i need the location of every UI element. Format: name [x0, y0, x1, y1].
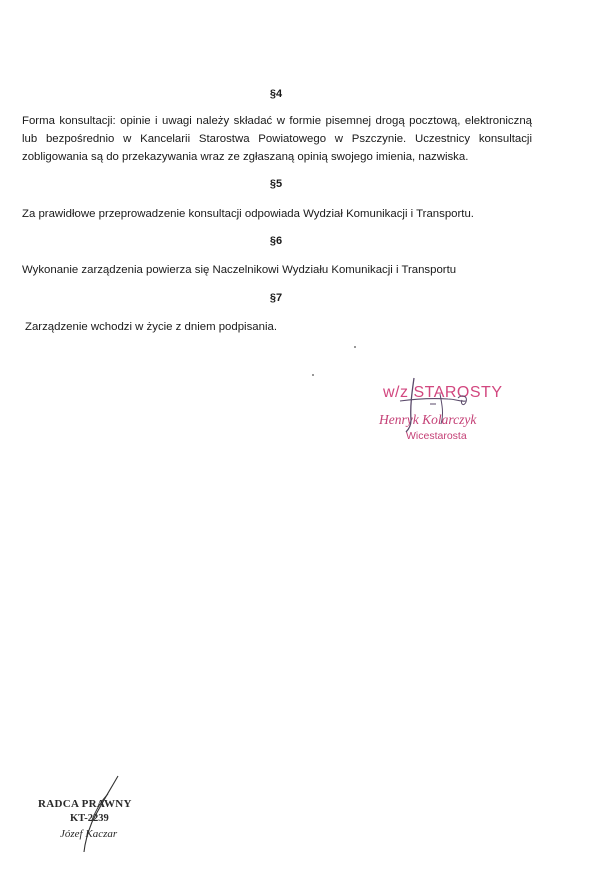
legal-stamp-number: KT-2239 [70, 813, 109, 824]
legal-stamp-title: RADCA PRAWNY [38, 798, 132, 810]
section-heading-7: §7 [269, 292, 283, 304]
handwritten-signature [370, 374, 520, 454]
legal-stamp-name: Józef Kaczar [60, 828, 118, 840]
section-text-6: Wykonanie zarządzenia powierza się Naczelnikowi Wydziału Komunikacji i Transportu [22, 264, 457, 276]
section-text-5: Za prawidłowe przeprowadzenie konsultacji odpowiada Wydział Komunikacji i Transportu. [22, 208, 474, 220]
section-text-4: Forma konsultacji: opinie i uwagi należy składać w formie pisemnej drogą pocztową, elektroniczną lub bezpośrednio w Kancelarii Starostwa Powiatowego w Pszczynie. Uczestnicy konsultacji zobligowania są do przekazywania wraz ze zgłaszaną opinią swojego imienia, nazwiska. [22, 115, 532, 163]
scan-speck [354, 346, 356, 348]
signature-stamp [370, 374, 520, 454]
scan-speck [312, 374, 314, 376]
signature-stamp-name: Henryk Kolarczyk [379, 412, 477, 427]
legal-counsel-stamp [30, 770, 170, 860]
section-heading-4: §4 [269, 88, 283, 100]
signature-stamp-authority: w/z STAROSTY [383, 384, 503, 401]
section-text-7: Zarządzenie wchodzi w życie z dniem podpisania. [25, 321, 277, 333]
signature-stamp-title: Wicestarosta [406, 430, 467, 442]
section-heading-6: §6 [269, 235, 283, 247]
section-heading-5: §5 [269, 178, 283, 190]
